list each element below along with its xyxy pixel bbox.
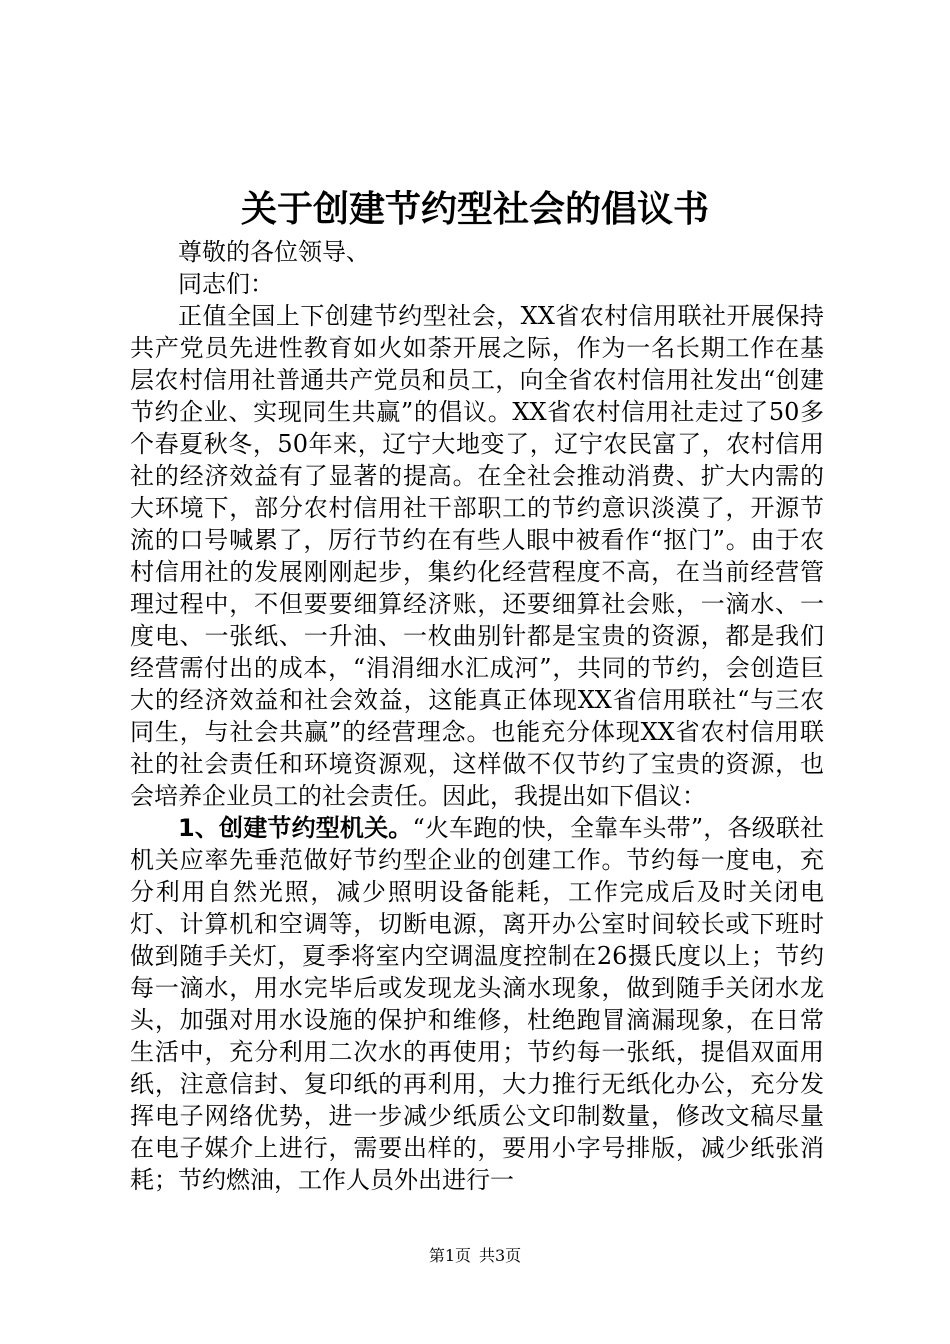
- item-1-heading: 1、创建节约型机关。: [178, 814, 413, 842]
- page-footer: [0, 1244, 950, 1268]
- document-body: [130, 236, 824, 1196]
- document-title: 关于创建节约型社会的倡议书: [240, 188, 709, 230]
- page-number-total: 共3页: [479, 1246, 522, 1265]
- paragraph-item-1: [130, 812, 824, 1196]
- item-1-text: “火车跑的快，全靠车头带”，各级联社机关应率先垂范做好节约型企业的创建工作。节约每一度电，充分利用自然光照，减少照明设备能耗，工作完成后及时关闭电灯、计算机和空调等，切断电源，离开办公室时间较长或下班时做到随手关灯，夏季将室内空调温度控制在26摄氏度以上；节约每一滴水，用水完毕后或发现龙头滴水现象，做到随手关闭水龙头，加强对用水设施的保护和维修，杜绝跑冒滴漏现象，在日常生活中，充分利用二次水的再使用；节约每一张纸，提倡双面用纸，注意信封、复印纸的再利用，大力推行无纸化办公，充分发挥电子网络优势，进一步减少纸质公文印制数量，修改文稿尽量在电子媒介上进行，需要出样的，要用小字号排版，减少纸张消耗；节约燃油，工作人员外出进行一: [130, 814, 824, 1194]
- salutation-line-1: 尊敬的各位领导、: [178, 238, 370, 266]
- page-number-current: 第1页: [428, 1246, 471, 1265]
- paragraph-intro: 正值全国上下创建节约型社会，XX省农村信用联社开展保持共产党员先进性教育如火如荼开展之际，作为一名长期工作在基层农村信用社普通共产党员和员工，向全省农村信用社发出“创建节约企业、实现同生共赢”的倡议。XX省农村信用社走过了50多个春夏秋冬，50年来，辽宁大地变了，辽宁农民富了，农村信用社的经济效益有了显著的提高。在全社会推动消费、扩大内需的大环境下，部分农村信用社干部职工的节约意识淡漠了，开源节流的口号喊累了，厉行节约在有些人眼中被看作“抠门”。由于农村信用社的发展刚刚起步，集约化经营程度不高，在当前经营管理过程中，不但要要细算经济账，还要细算社会账，一滴水、一度电、一张纸、一升油、一枚曲别针都是宝贵的资源，都是我们经营需付出的成本，“涓涓细水汇成河”，共同的节约，会创造巨大的经济效益和社会效益，这能真正体现XX省信用联社“与三农同生，与社会共赢”的经营理念。也能充分体现XX省农村信用联社的社会责任和环境资源观，这样做不仅节约了宝贵的资源，也会培养企业员工的社会责任。因此，我提出如下倡议：: [130, 302, 824, 810]
- salutation-line-2: 同志们：: [178, 270, 274, 298]
